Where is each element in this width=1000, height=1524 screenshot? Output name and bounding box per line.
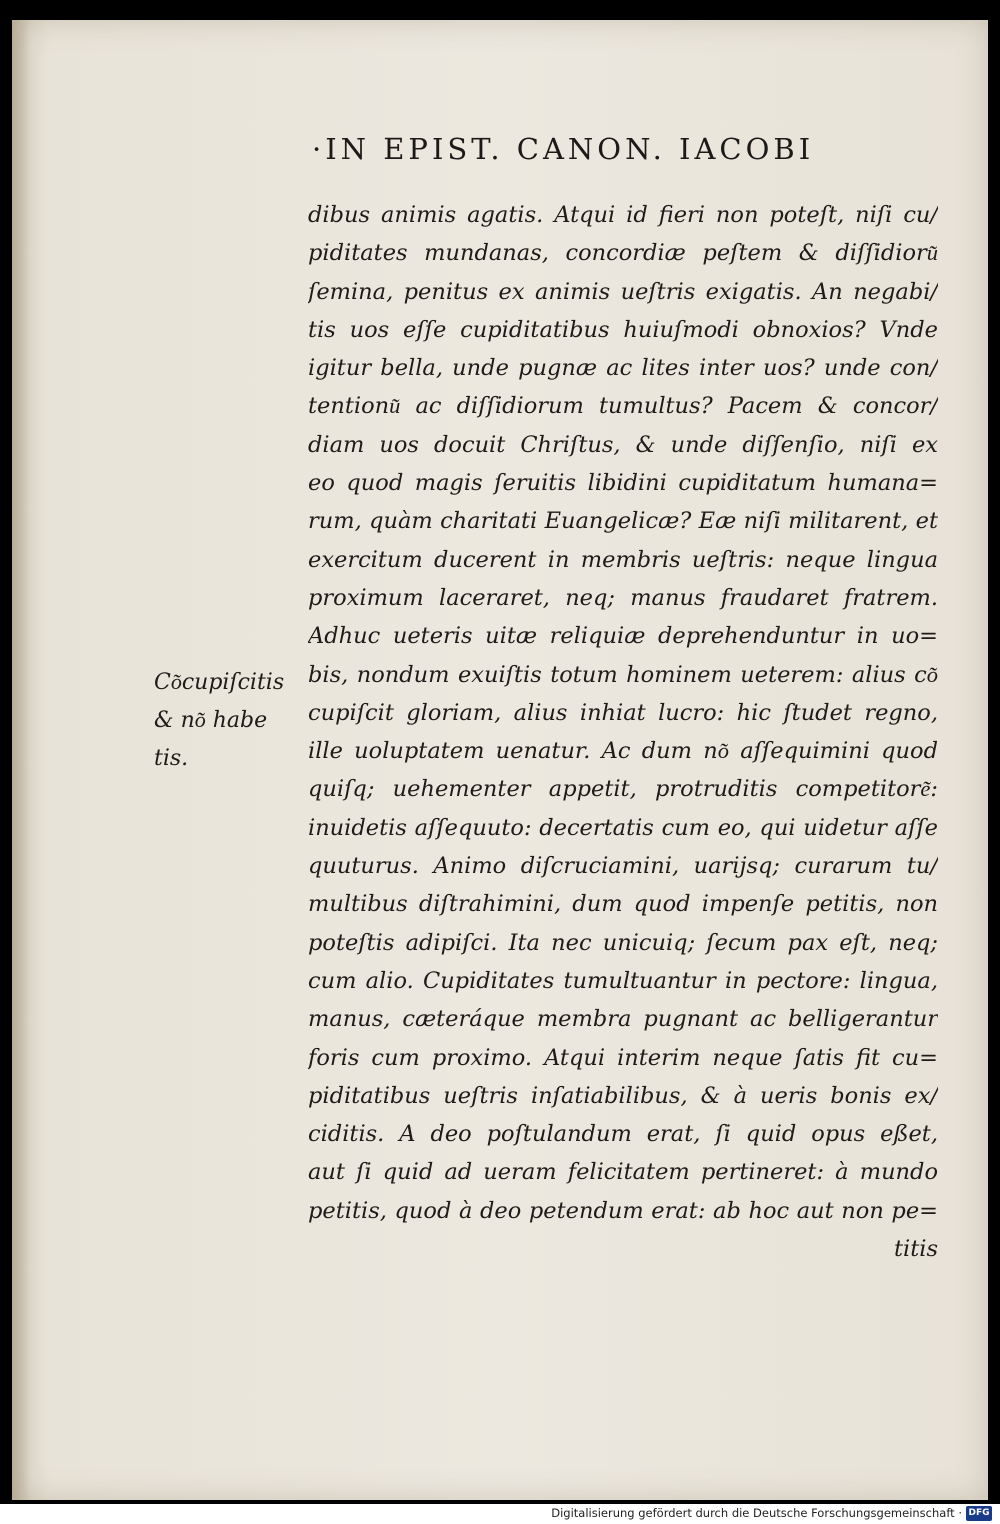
text-line: titis	[893, 1236, 938, 1263]
margin-note-line: & no͂ habe	[154, 708, 268, 733]
text-line: diam uos docuit Chriſtus, & unde diſſenſio, niſi ex	[308, 431, 938, 458]
text-line: Adhuc ueteris uitæ reliquiæ deprehenduntur in uo=	[308, 623, 938, 650]
text-line: cupiſcit gloriam, alius inhiat lucro: hic ſtudet regno,	[308, 699, 938, 726]
text-line: cum alio. Cupiditates tumultuantur in pectore: lingua,	[308, 967, 938, 994]
text-line: foris cum proximo. Atqui interim neque ſatis fit cu=	[308, 1044, 938, 1071]
text-line: ille uoluptatem uenatur. Ac dum no͂ aſſequimini quod	[308, 738, 938, 765]
text-line: multibus diſtrahimini, dum quod impenſe petitis, non	[308, 891, 938, 918]
text-line: ſemina, penitus ex animis ueſtris exigatis. An negabi/	[308, 278, 938, 305]
text-line: rum, quàm charitati Euangelicæ? Eæ niſi militarent, et	[308, 508, 938, 535]
text-line: quiſq; uehementer appetit, protruditis competitore͂:	[308, 776, 938, 803]
text-line: piditates mundanas, concordiæ peſtem & diſſidioru͂	[308, 240, 938, 267]
text-line: piditatibus ueſtris inſatiabilibus, & à ueris bonis ex/	[308, 1082, 938, 1109]
margin-note-line: tis.	[154, 746, 189, 771]
main-text-block	[308, 196, 938, 1268]
text-line: poteſtis adipiſci. Ita nec unicuiq; ſecum pax eſt, neq;	[308, 929, 938, 956]
running-header: ·IN EPIST. CANON. IACOBI	[312, 132, 815, 166]
text-line: ciditis. A deo poſtulandum erat, ſi quid opus eßet,	[308, 1121, 938, 1148]
text-line: petitis, quod à deo petendum erat: ab hoc aut non pe=	[308, 1197, 938, 1224]
text-line: tentionu͂ ac diſſidiorum tumultus? Pacem & concor/	[308, 393, 938, 420]
text-line: dibus animis agatis. Atqui id fieri non poteſt, niſi cu/	[308, 202, 938, 228]
margin-note-line: Co͂cupiſcitis	[154, 670, 285, 695]
book-page	[12, 20, 988, 1500]
text-line: exercitum ducerent in membris ueſtris: neque lingua	[308, 546, 938, 573]
footer-bar	[0, 1504, 1000, 1524]
text-line: aut ſi quid ad ueram felicitatem pertineret: à mundo	[308, 1159, 938, 1186]
dfg-logo: DFG	[966, 1506, 992, 1521]
marginal-note	[154, 664, 304, 778]
page-spine-shadow	[12, 20, 30, 1500]
text-line: inuidetis aſſequuto: decertatis cum eo, qui uidetur aſſe	[308, 814, 938, 841]
text-line: bis, nondum exuiſtis totum hominem ueterem: alius co͂	[308, 661, 938, 688]
text-line: igitur bella, unde pugnæ ac lites inter uos? unde con/	[308, 355, 938, 382]
text-line: proximum laceraret, neq; manus fraudaret fratrem.	[308, 584, 938, 611]
text-line: quuturus. Animo diſcruciamini, uarijsq; curarum tu/	[308, 853, 938, 880]
text-line: manus, cæteráque membra pugnant ac belligerantur	[308, 1006, 938, 1033]
funding-credit: Digitalisierung gefördert durch die Deutsche Forschungsgemeinschaft ·	[551, 1506, 962, 1520]
text-line: eo quod magis ſeruitis libidini cupiditatum humana=	[308, 470, 938, 497]
text-line: tis uos eſſe cupiditatibus huiuſmodi obnoxios? Vnde	[308, 316, 938, 343]
